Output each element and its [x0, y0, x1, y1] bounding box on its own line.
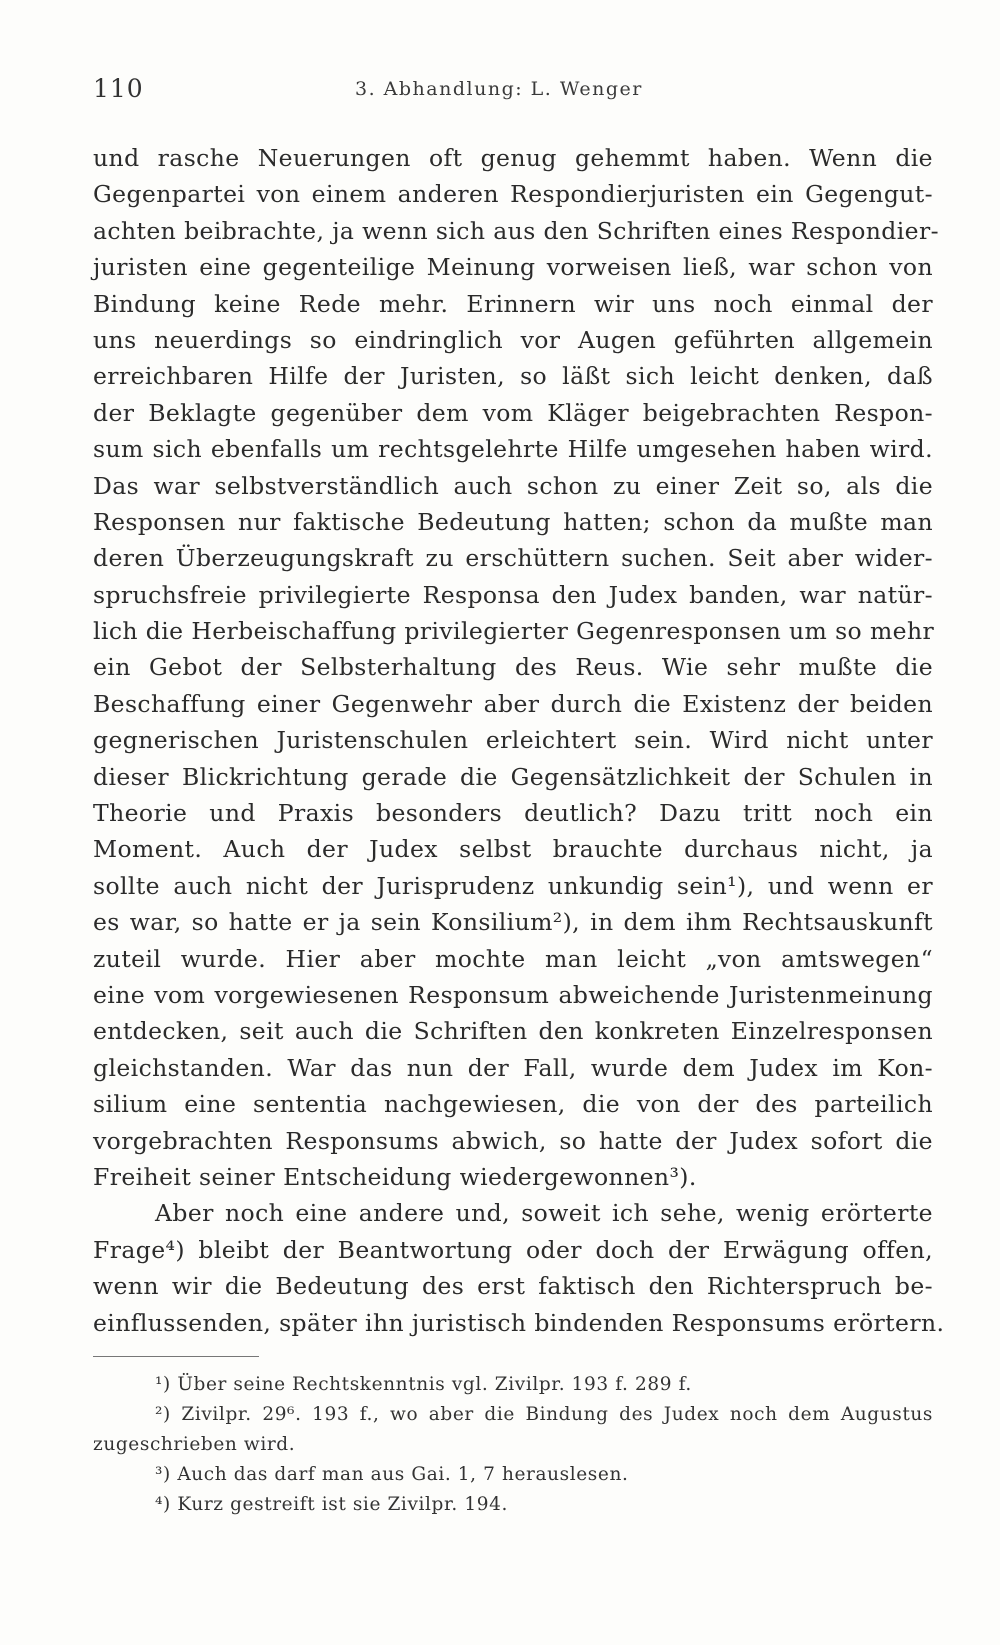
text-line: sollte auch nicht der Jurisprudenz unkundig sein¹), und wenn er: [93, 871, 933, 900]
text-line: dieser Blickrichtung gerade die Gegensätzlichkeit der Schulen in: [93, 762, 933, 791]
text-line: zuteil wurde. Hier aber mochte man leicht „von amtswegen“: [93, 944, 933, 973]
footnote-2-continuation: zugeschrieben wird.: [93, 1434, 296, 1455]
footnotes: [93, 1370, 933, 1520]
text-line: ein Gebot der Selbsterhaltung des Reus. Wie sehr mußte die: [93, 653, 933, 682]
text-line: eine vom vorgewiesenen Responsum abweichende Juristenmeinung: [93, 980, 933, 1009]
text-line: silium eine sententia nachgewiesen, die von der des parteilich: [93, 1090, 933, 1119]
text-line: achten beibrachte, ja wenn sich aus den Schriften eines Respondier-: [93, 216, 939, 245]
text-line: Das war selbstverständlich auch schon zu einer Zeit so, als die: [93, 471, 933, 500]
footnote-1: ¹) Über seine Rechtskenntnis vgl. Zivilpr. 193 f. 289 f.: [155, 1374, 692, 1395]
text-line: entdecken, seit auch die Schriften den konkreten Einzelresponsen: [93, 1017, 933, 1046]
text-line: Aber noch eine andere und, soweit ich sehe, wenig erörterte: [155, 1199, 933, 1228]
text-line: deren Überzeugungskraft zu erschüttern suchen. Seit aber wider-: [93, 544, 933, 573]
footnote-2: ²) Zivilpr. 29⁶. 193 f., wo aber die Bindung des Judex noch dem Augustus: [155, 1404, 933, 1425]
text-line: juristen eine gegenteilige Meinung vorweisen ließ, war schon von: [93, 253, 933, 282]
text-line: Responsen nur faktische Bedeutung hatten; schon da mußte man: [93, 507, 933, 536]
text-line: lich die Herbeischaffung privilegierter Gegenresponsen um so mehr: [93, 617, 935, 646]
text-line: vorgebrachten Responsums abwich, so hatte der Judex sofort die: [93, 1126, 933, 1155]
text-line: der Beklagte gegenüber dem vom Kläger beigebrachten Respon-: [93, 398, 933, 427]
text-line: es war, so hatte er ja sein Konsilium²), in dem ihm Rechtsauskunft: [93, 908, 933, 937]
footnote-rule: [93, 1356, 259, 1357]
text-line: Freiheit seiner Entscheidung wiedergewonnen³).: [93, 1162, 697, 1191]
text-line: gleichstanden. War das nun der Fall, wurde dem Judex im Kon-: [93, 1053, 933, 1082]
text-line: Bindung keine Rede mehr. Erinnern wir uns noch einmal der: [93, 289, 933, 318]
text-line: einflussenden, später ihn juristisch bindenden Responsums erörtern.: [93, 1308, 945, 1337]
text-line: wenn wir die Bedeutung des erst faktisch den Richterspruch be-: [93, 1272, 933, 1301]
text-line: Frage⁴) bleibt der Beantwortung oder doch der Erwägung offen,: [93, 1235, 933, 1264]
text-line: Beschaffung einer Gegenwehr aber durch die Existenz der beiden: [93, 689, 933, 718]
text-line: uns neuerdings so eindringlich vor Augen geführten allgemein: [93, 325, 933, 354]
text-line: Moment. Auch der Judex selbst brauchte durchaus nicht, ja: [93, 835, 933, 864]
running-head: 3. Abhandlung: L. Wenger: [355, 78, 643, 100]
body-text: [93, 140, 945, 1341]
text-line: und rasche Neuerungen oft genug gehemmt haben. Wenn die: [93, 144, 933, 172]
footnote-3: ³) Auch das darf man aus Gai. 1, 7 herauslesen.: [155, 1464, 629, 1485]
text-line: spruchsfreie privilegierte Responsa den Judex banden, war natür-: [93, 580, 933, 609]
text-line: erreichbaren Hilfe der Juristen, so läßt sich leicht denken, daß: [93, 362, 933, 391]
page-number: 110: [93, 74, 144, 103]
page-header: [93, 74, 933, 104]
text-line: Gegenpartei von einem anderen Respondierjuristen ein Gegengut-: [93, 180, 933, 209]
footnote-4: ⁴) Kurz gestreift ist sie Zivilpr. 194.: [155, 1494, 508, 1515]
text-line: gegnerischen Juristenschulen erleichtert sein. Wird nicht unter: [93, 726, 933, 755]
text-line: sum sich ebenfalls um rechtsgelehrte Hilfe umgesehen haben wird.: [93, 435, 933, 464]
text-line: Theorie und Praxis besonders deutlich? Dazu tritt noch ein: [93, 799, 933, 828]
